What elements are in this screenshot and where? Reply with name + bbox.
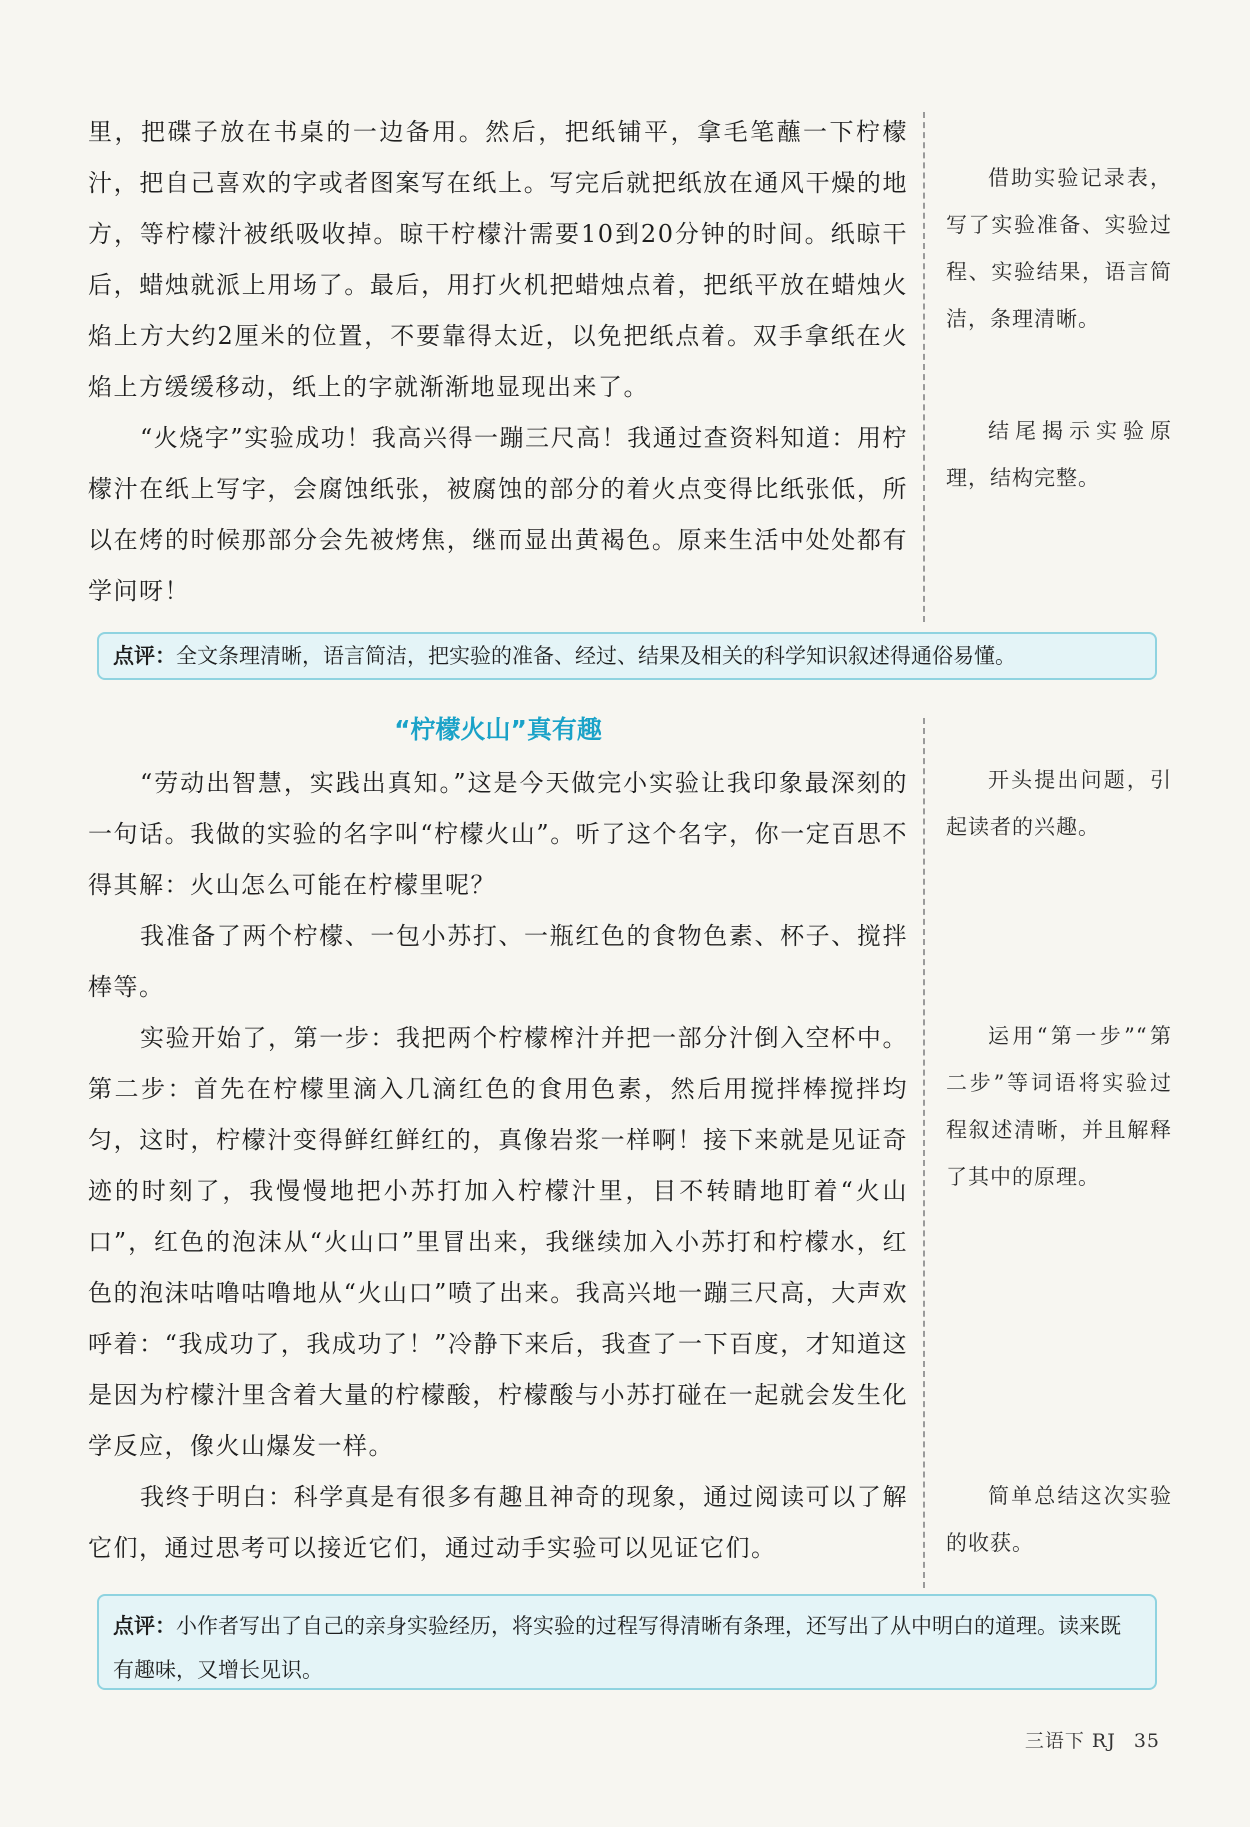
essay2-paragraph-3: 实验开始了，第一步：我把两个柠檬榨汁并把一部分汁倒入空杯中。第二步：首先在柠檬里滴入几滴红色的食用色素，然后用搅拌棒搅拌均匀，这时，柠檬汁变得鲜红鲜红的，真像岩浆一样啊！接下来就是见证奇迹的时刻了，我慢慢地把小苏打加入柠檬汁里，目不转睛地盯着“火山口”，红色的泡沫从“火山口”里冒出来，我继续加入小苏打和柠檬水，红色的泡沫咕噜咕噜地从“火山口”喷了出来。我高兴地一蹦三尺高，大声欢呼着：“我成功了，我成功了！”冷静下来后，我查了一下百度，才知道这是因为柠檬汁里含着大量的柠檬酸，柠檬酸与小苏打碰在一起就会发生化学反应，像火山爆发一样。 [88,1024,908,1460]
comment-label: 点评： [113,1614,176,1638]
margin-divider-2 [923,718,925,1588]
margin-divider-1 [923,112,925,622]
essay1-paragraph-1: 里，把碟子放在书桌的一边备用。然后，把纸铺平，拿毛笔蘸一下柠檬汁，把自己喜欢的字或者图案写在纸上。写完后就把纸放在通风干燥的地方，等柠檬汁被纸吸收掉。晾干柠檬汁需要10到20分钟的时间。纸晾干后，蜡烛就派上用场了。最后，用打火机把蜡烛点着，把纸平放在蜡烛火焰上方大约2厘米的位置，不要靠得太近，以免把纸点着。双手拿纸在火焰上方缓缓移动，纸上的字就渐渐地显现出来了。 [88,118,908,401]
page-footer [1000,1726,1160,1753]
essay2-body [88,758,908,1574]
essay2-paragraph-1: “劳动出智慧，实践出真知。”这是今天做完小实验让我印象最深刻的一句话。我做的实验的名字叫“柠檬火山”。听了这个名字，你一定百思不得其解：火山怎么可能在柠檬里呢？ [88,769,908,899]
comment-label: 点评： [113,644,176,668]
comment-text: 全文条理清晰，语言简洁，把实验的准备、经过、结果及相关的科学知识叙述得通俗易懂。 [176,644,1016,668]
comment-text: 小作者写出了自己的亲身实验经历，将实验的过程写得清晰有条理，还写出了从中明白的道理。读来既有趣味，又增长见识。 [113,1614,1121,1682]
essay2-paragraph-2: 我准备了两个柠檬、一包小苏打、一瓶红色的食物色素、杯子、搅拌棒等。 [88,922,908,1001]
page-number: 35 [1133,1730,1160,1752]
book-label: 三语下 RJ [1024,1730,1116,1752]
essay2-note-1: 开头提出问题，引起读者的兴趣。 [946,768,1172,839]
essay1-note-2: 结尾揭示实验原理，结构完整。 [946,419,1172,490]
essay2-note-3: 简单总结这次实验的收获。 [946,1484,1172,1555]
essay2-note-2: 运用“第一步”“第二步”等词语将实验过程叙述清晰，并且解释了其中的原理。 [946,1024,1172,1189]
essay2-comment-box [97,1594,1157,1690]
essay2-title: “柠檬火山”真有趣 [394,715,602,744]
essay1-note-1: 借助实验记录表，写了实验准备、实验过程、实验结果，语言简洁，条理清晰。 [946,166,1172,331]
essay1-body [88,107,908,617]
essay1-comment-box [97,632,1157,680]
essay2-paragraph-4: 我终于明白：科学真是有很多有趣且神奇的现象，通过阅读可以了解它们，通过思考可以接近它们，通过动手实验可以见证它们。 [88,1483,908,1562]
essay1-paragraph-2: “火烧字”实验成功！我高兴得一蹦三尺高！我通过查资料知道：用柠檬汁在纸上写字，会腐蚀纸张，被腐蚀的部分的着火点变得比纸张低，所以在烤的时候那部分会先被烤焦，继而显出黄褐色。原来生活中处处都有学问呀！ [88,424,908,605]
